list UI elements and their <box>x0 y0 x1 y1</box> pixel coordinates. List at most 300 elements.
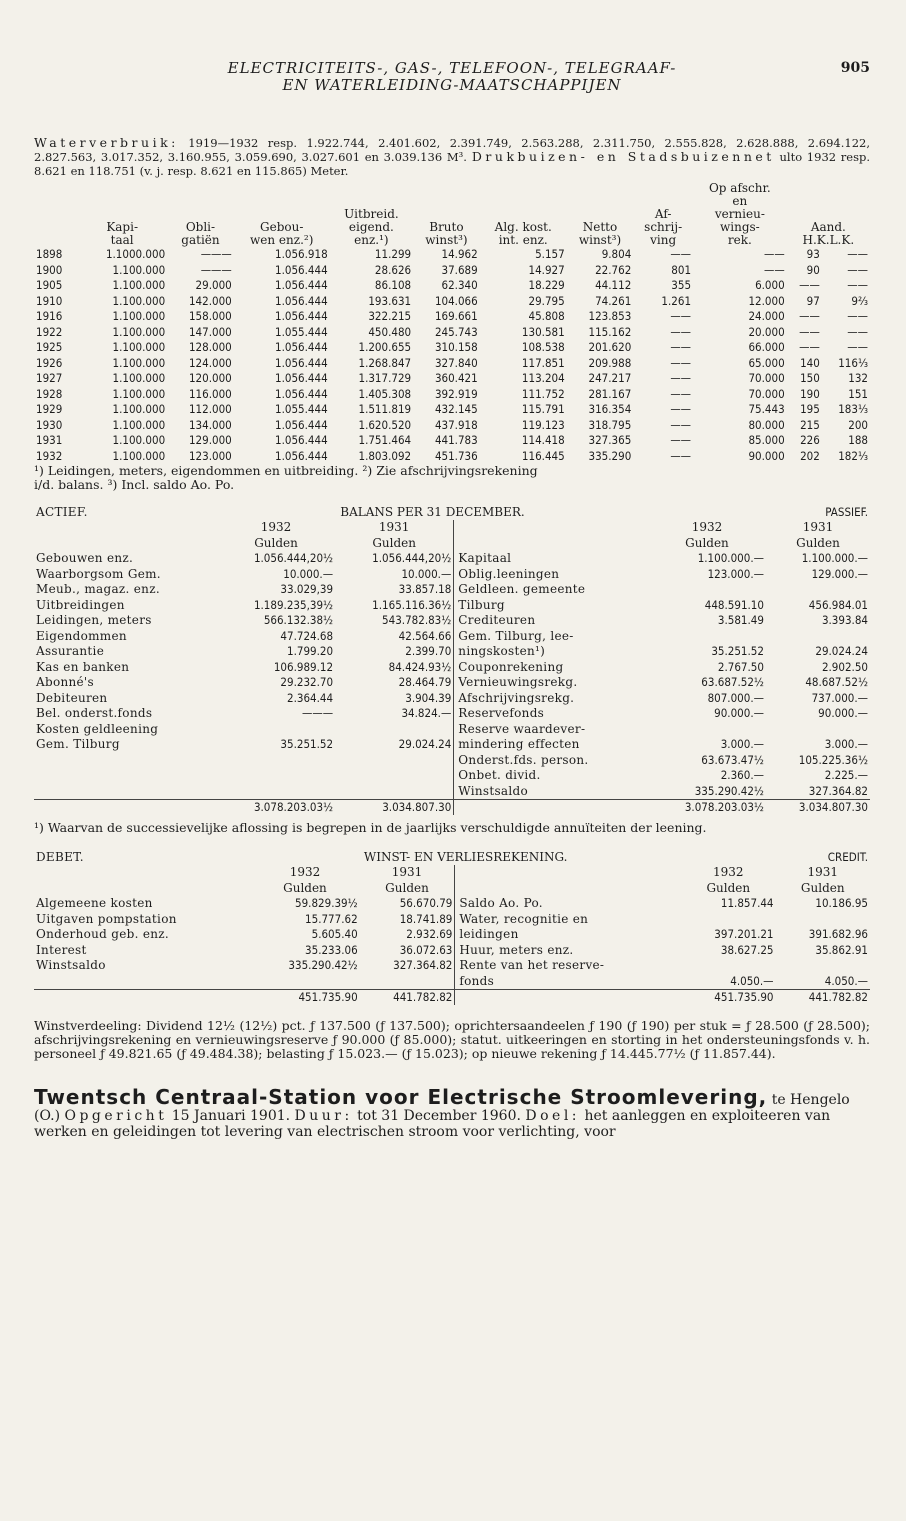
amount-cell: 38.627.25 <box>720 942 774 957</box>
column-header: Alg. kost. int. enz. <box>494 220 552 247</box>
debit-label: Meub., magaz. enz. <box>36 582 160 596</box>
table-row <box>34 433 870 449</box>
spacer <box>34 535 217 551</box>
amount-cell: 106.989.12 <box>273 659 334 674</box>
credit-label: Tilburg <box>454 597 648 613</box>
amount-cell: 327.364.82 <box>393 958 453 972</box>
table-cell: 437.918 <box>434 417 478 432</box>
table-cell: 1.100.000 <box>112 278 166 293</box>
spacer <box>34 989 250 1005</box>
amount-cell: 2.225.— <box>824 768 868 782</box>
total-cell: 3.078.203.03½ <box>648 799 766 815</box>
debit-label <box>34 783 217 799</box>
year-cell: 1932 <box>36 448 63 463</box>
table-cell: 1.056.444 <box>275 262 328 277</box>
debit-label: Waarborgsom Gem. <box>36 566 161 581</box>
spacer <box>34 799 217 815</box>
amount-cell: 2.932.69 <box>406 927 453 941</box>
amount-cell <box>217 768 335 784</box>
table-cell: 120.000 <box>188 371 232 386</box>
table-cell: 97 <box>806 293 820 308</box>
amount-cell <box>766 721 870 737</box>
amount-cell: ——— <box>302 706 334 720</box>
spacer <box>455 880 681 896</box>
account-row <box>34 896 870 912</box>
right-title: CREDIT. <box>827 849 868 864</box>
debit-label: Leidingen, meters <box>36 613 152 627</box>
table-cell: —— <box>799 324 820 339</box>
table-cell: —— <box>847 309 868 324</box>
table-cell: 215 <box>800 417 820 432</box>
column-header-row <box>34 535 870 551</box>
table-cell: 75.443 <box>748 402 785 417</box>
debit-label <box>34 752 217 768</box>
table-cell: 245.743 <box>434 324 478 339</box>
amount-cell: 29.232.70 <box>280 675 334 689</box>
account-row <box>34 737 870 753</box>
table-cell: 169.661 <box>434 309 478 324</box>
table-cell: 1.056.444 <box>275 386 328 401</box>
account-row <box>34 911 870 927</box>
amount-cell: 737.000.— <box>811 690 868 705</box>
table-cell: 1.055.444 <box>275 402 328 417</box>
amount-cell: 2.399.70 <box>405 644 452 658</box>
table-cell: 9.804 <box>601 247 632 262</box>
table-cell: 14.962 <box>441 247 478 262</box>
spacer <box>34 880 250 896</box>
credit-label: Reservefonds <box>454 706 648 722</box>
amount-cell <box>766 628 870 644</box>
year-cell: 1928 <box>36 386 63 401</box>
amount-cell: 391.682.96 <box>808 927 868 941</box>
column-header: Netto winst³) <box>578 220 622 247</box>
amount-cell: 2.902.50 <box>821 659 868 674</box>
table-cell: —— <box>799 278 820 293</box>
column-header: 1932 <box>289 865 321 879</box>
table-cell: 104.066 <box>434 293 478 308</box>
table-cell: 1.100.000 <box>112 402 166 417</box>
company-name: Twentsch Centraal-Station voor Electrische Stroomlevering, <box>34 1085 768 1109</box>
table-cell: 360.421 <box>434 371 478 386</box>
credit-label: Onderst.fds. person. <box>454 752 648 768</box>
spacer <box>454 535 648 551</box>
table-cell: 335.290 <box>588 448 632 463</box>
amount-cell: 3.581.49 <box>717 613 764 627</box>
amount-cell: 35.862.91 <box>815 942 868 957</box>
year-cell: 1925 <box>36 340 63 355</box>
amount-cell: 15.777.62 <box>305 911 358 926</box>
purpose-label: Doel: <box>525 1108 581 1124</box>
table-cell: 1.803.092 <box>358 448 412 463</box>
account-row <box>34 551 870 567</box>
account-row <box>34 706 870 722</box>
table-cell: 1.056.444 <box>275 433 328 448</box>
year-cell: 1922 <box>36 324 63 339</box>
table-cell: 134.000 <box>188 417 232 432</box>
column-header: Gebou- wen enz.²) <box>250 220 314 247</box>
table-cell: —— <box>847 324 868 339</box>
year-cell: 1930 <box>36 417 63 432</box>
table-row <box>34 371 870 387</box>
spacer <box>34 865 250 881</box>
table-cell: 124.000 <box>188 355 232 370</box>
table-cell: 281.167 <box>588 386 632 401</box>
amount-cell: 18.741.89 <box>399 911 453 926</box>
pipe-network-text: ulto 1932 resp. 8.621 en 118.751 (v. j. resp. 8.621 en 115.865) Meter. <box>34 150 870 178</box>
amount-cell: 10.186.95 <box>815 896 868 910</box>
column-header: Uitbreid. eigend. enz.¹) <box>344 207 399 247</box>
table-cell: 316.354 <box>588 402 632 417</box>
account-row <box>34 675 870 691</box>
amount-cell <box>335 721 454 737</box>
debit-label: Uitgaven pompstation <box>36 911 177 926</box>
table-cell: 195 <box>800 402 820 417</box>
table-row <box>34 247 870 263</box>
amount-cell <box>335 768 454 784</box>
table-cell: —— <box>799 309 820 324</box>
table-row <box>34 387 870 403</box>
table-cell: 190 <box>800 386 820 401</box>
year-cell: 1929 <box>36 402 63 417</box>
left-title: ACTIEF. <box>36 504 88 519</box>
amount-cell <box>335 752 454 768</box>
account-row <box>34 659 870 675</box>
table-cell: 29.000 <box>195 278 232 293</box>
amount-cell: 1.165.116.36½ <box>372 597 452 612</box>
table-cell: 450.480 <box>368 324 412 339</box>
amount-cell: 59.829.39½ <box>295 896 358 910</box>
amount-cell: 1.100.000.— <box>697 551 764 565</box>
page-number: 905 <box>840 60 870 76</box>
credit-label: Vernieuwingsrekg. <box>454 675 648 691</box>
credit-label: Rente van het reserve- <box>455 958 681 974</box>
column-header: Gulden <box>283 880 327 895</box>
next-company-entry <box>34 1085 870 1140</box>
table-cell: 62.340 <box>441 278 478 293</box>
amount-cell: 33.857.18 <box>398 582 452 596</box>
amount-cell: 35.233.06 <box>305 942 358 957</box>
entry-text: te Hengelo (O.) <box>34 1092 850 1124</box>
table-cell: 9⅔ <box>851 293 868 308</box>
table-cell: 310.158 <box>434 340 478 355</box>
table-cell: 1.056.444 <box>275 371 328 386</box>
table-cell: 183⅓ <box>838 402 868 417</box>
table-cell: 22.762 <box>595 262 632 277</box>
column-header: Aand. H.K.L.K. <box>802 220 855 247</box>
table-cell: 392.919 <box>434 386 478 401</box>
account-title-row <box>34 849 870 865</box>
entry-text: 15 Januari 1901. <box>167 1108 295 1124</box>
year-cell: 1900 <box>36 262 63 277</box>
table-cell: 1.100.000 <box>112 433 166 448</box>
table-cell: 14.927 <box>528 262 565 277</box>
column-header: Gulden <box>706 880 751 895</box>
table-row <box>34 402 870 418</box>
spacer <box>454 799 648 815</box>
amount-cell <box>217 721 335 737</box>
amount-cell: 1.056.444,20½ <box>253 551 334 565</box>
debit-label: Abonné's <box>36 675 94 689</box>
table-cell: 182⅓ <box>838 448 868 463</box>
table-cell: 112.000 <box>188 402 232 417</box>
amount-cell: 35.251.52 <box>711 644 764 658</box>
year-cell: 1916 <box>36 309 63 324</box>
profit-loss-account <box>34 849 870 1005</box>
table-cell: 117.851 <box>521 355 565 370</box>
amount-cell: 105.225.36½ <box>798 752 868 767</box>
table-cell: 209.988 <box>588 355 632 370</box>
year-cell: 1905 <box>36 278 63 293</box>
debit-label <box>34 973 250 989</box>
table-cell: —— <box>847 247 868 262</box>
table-cell: 80.000 <box>748 417 785 432</box>
year-cell: 1927 <box>36 371 63 386</box>
table-cell: 128.000 <box>188 340 232 355</box>
debit-label: Winstsaldo <box>36 958 106 972</box>
statistics-header-row <box>34 182 870 247</box>
amount-cell: 47.724.68 <box>280 628 334 643</box>
debit-label: Gebouwen enz. <box>36 551 134 565</box>
amount-cell: 2.364.44 <box>287 690 334 705</box>
spacer <box>455 865 681 881</box>
account-row <box>34 768 870 784</box>
amount-cell: 456.984.01 <box>808 597 868 612</box>
amount-cell: 28.464.79 <box>398 675 452 689</box>
amount-cell: 33.029,39 <box>280 582 334 596</box>
table-cell: 202 <box>800 448 820 463</box>
column-header: 1932 <box>713 865 744 879</box>
credit-label: ningskosten¹) <box>454 644 648 660</box>
pipe-network-label: Drukbuizen- en Stadsbuizennet <box>471 149 775 164</box>
table-cell: 116.445 <box>521 448 565 463</box>
table-cell: 201.620 <box>588 340 632 355</box>
table-cell: 119.123 <box>521 417 565 432</box>
amount-cell <box>217 752 335 768</box>
debit-label: Kas en banken <box>36 659 130 674</box>
founded-label: Opgericht <box>64 1108 168 1124</box>
table-cell: —— <box>847 262 868 277</box>
amount-cell: 42.564.66 <box>398 628 452 643</box>
table-cell: ——— <box>200 262 232 277</box>
table-cell: ——— <box>200 247 232 262</box>
table-cell: —— <box>763 247 785 262</box>
table-row <box>34 263 870 279</box>
table-cell: —— <box>670 402 692 417</box>
account-title-row <box>34 504 870 520</box>
amount-cell: 1.189.235,39½ <box>253 597 334 612</box>
table-cell: 114.418 <box>521 433 565 448</box>
table-cell: 85.000 <box>748 433 785 448</box>
year-cell: 1931 <box>36 433 63 448</box>
amount-cell <box>648 721 766 737</box>
table-cell: 1.1000.000 <box>105 247 166 262</box>
table-cell: 226 <box>800 433 820 448</box>
amount-cell: 1.100.000.— <box>801 551 868 565</box>
column-header: Gulden <box>685 535 729 550</box>
debit-label: Bel. onderst.fonds <box>36 706 153 720</box>
table-row <box>34 325 870 341</box>
table-cell: 86.108 <box>374 278 412 293</box>
table-cell: 247.217 <box>588 371 632 386</box>
amount-cell: 335.290.42½ <box>288 958 358 972</box>
table-cell: 111.752 <box>521 386 565 401</box>
column-header: 1932 <box>691 520 723 534</box>
account-row <box>34 783 870 799</box>
table-cell: 130.581 <box>521 324 565 339</box>
column-header: Op afschr. en vernieu- wings- rek. <box>708 181 771 247</box>
table-row <box>34 278 870 294</box>
debit-label: Gem. Tilburg <box>36 737 120 751</box>
table-cell: 70.000 <box>748 371 785 386</box>
amount-cell: 5.605.40 <box>311 927 358 941</box>
account-row <box>34 644 870 660</box>
credit-label: Winstsaldo <box>454 783 648 799</box>
table-cell: 132 <box>848 371 868 386</box>
amount-cell: 807.000.— <box>707 690 764 705</box>
footnote-line1: ¹) Leidingen, meters, eigendommen en uitbreiding. ²) Zie afschrijvingsrekening <box>34 463 538 478</box>
spacer <box>455 989 681 1005</box>
table-cell: 142.000 <box>188 293 232 308</box>
table-cell: 1.100.000 <box>112 324 166 339</box>
table-cell: 1.261 <box>661 293 692 308</box>
amount-cell <box>360 973 455 989</box>
table-cell: 18.229 <box>528 278 565 293</box>
amount-cell: 448.591.10 <box>704 597 764 612</box>
column-header <box>34 182 77 247</box>
table-cell: 1.056.444 <box>275 278 328 293</box>
table-cell: 123.853 <box>588 309 632 324</box>
page-header <box>34 60 870 94</box>
credit-label: Water, recognitie en <box>455 911 681 927</box>
column-header: 1931 <box>378 520 410 534</box>
table-cell: 1.056.444 <box>275 340 328 355</box>
table-cell: —— <box>799 340 820 355</box>
column-header-row <box>34 880 870 896</box>
table-cell: 327.365 <box>588 433 632 448</box>
column-header: 1931 <box>802 520 834 534</box>
debit-label <box>34 768 217 784</box>
table-cell: 116⅓ <box>838 355 868 370</box>
amount-cell <box>335 783 454 799</box>
document-page <box>34 60 870 1140</box>
table-cell: 147.000 <box>188 324 232 339</box>
credit-label: Oblig.leeningen <box>454 566 648 582</box>
table-cell: 65.000 <box>748 355 785 370</box>
total-row <box>34 799 870 815</box>
credit-label: Huur, meters enz. <box>455 942 681 958</box>
column-header: 1931 <box>391 865 423 879</box>
table-cell: 801 <box>671 262 692 277</box>
table-cell: 1.056.444 <box>275 355 328 370</box>
debit-label: Onderhoud geb. enz. <box>36 927 170 941</box>
table-cell: 66.000 <box>748 340 785 355</box>
total-cell: 441.782.82 <box>360 989 455 1005</box>
table-cell: 1.100.000 <box>112 386 166 401</box>
table-cell: 1.056.918 <box>275 247 328 262</box>
table-cell: 1.200.655 <box>358 340 412 355</box>
amount-cell: 4.050.— <box>824 973 868 988</box>
table-cell: 123.000 <box>188 448 232 463</box>
table-footnotes <box>34 464 870 492</box>
table-cell: 1.056.444 <box>275 448 328 463</box>
table-cell: 1.100.000 <box>112 355 166 370</box>
table-cell: —— <box>847 278 868 293</box>
table-cell: 6.000 <box>755 278 785 293</box>
account-row <box>34 973 870 989</box>
entry-text: tot 31 December 1960. <box>352 1108 526 1124</box>
table-cell: 1.055.444 <box>275 324 328 339</box>
table-cell: 93 <box>806 247 820 262</box>
balance-sheet <box>34 504 870 815</box>
debit-label: Algemeene kosten <box>36 896 153 910</box>
water-usage-text: 1919—1932 resp. 1.922.744, 2.401.602, 2.391.749, 2.563.288, 2.311.750, 2.555.828, 2.628.888, 2.694.122, 2.827.563, 3.017.352, 3.160.955, 3.059.690, 3.027.601 en 3.039.136 M³. <box>34 136 870 164</box>
table-cell: 200 <box>848 417 868 432</box>
amount-cell: 3.000.— <box>824 737 868 751</box>
amount-cell: 4.050.— <box>730 973 774 988</box>
amount-cell: 1.056.444,20½ <box>372 551 452 565</box>
table-cell: 193.631 <box>368 293 412 308</box>
table-cell: —— <box>763 262 785 277</box>
water-usage-label: Waterverbruik: <box>34 135 179 150</box>
table-cell: 129.000 <box>188 433 232 448</box>
table-cell: —— <box>670 324 692 339</box>
amount-cell <box>776 958 870 974</box>
table-cell: 1.100.000 <box>112 309 166 324</box>
amount-cell: 3.393.84 <box>821 613 868 627</box>
total-cell: 3.034.807.30 <box>335 799 454 815</box>
table-cell: 1.056.444 <box>275 293 328 308</box>
amount-cell: 35.251.52 <box>280 737 334 751</box>
table-cell: 44.112 <box>595 278 632 293</box>
account-row <box>34 942 870 958</box>
table-cell: 37.689 <box>441 262 478 277</box>
amount-cell: 543.782.83½ <box>382 613 452 627</box>
amount-cell: 327.364.82 <box>808 783 868 798</box>
table-row <box>34 449 870 465</box>
total-cell: 3.034.807.30 <box>766 799 870 815</box>
amount-cell: 1.799.20 <box>287 644 334 658</box>
table-cell: 113.204 <box>521 371 565 386</box>
table-cell: 432.145 <box>434 402 478 417</box>
credit-label: fonds <box>455 973 681 989</box>
amount-cell: 3.904.39 <box>405 690 452 705</box>
amount-cell: 29.024.24 <box>815 644 868 658</box>
spacer <box>34 520 217 536</box>
table-cell: 1.100.000 <box>112 448 166 463</box>
column-header: Gulden <box>796 535 840 550</box>
amount-cell: 56.670.79 <box>399 896 453 910</box>
credit-label: Gem. Tilburg, lee- <box>454 628 648 644</box>
credit-label: Onbet. divid. <box>454 768 648 784</box>
table-cell: 70.000 <box>748 386 785 401</box>
amount-cell <box>681 911 775 927</box>
column-header-row <box>34 865 870 881</box>
entry-text: het aanleggen en exploiteeren van werken en geleidingen tot levering van electrischen stroom voor verlichting, voor <box>34 1108 831 1140</box>
column-header-row <box>34 520 870 536</box>
account-row <box>34 721 870 737</box>
table-cell: 11.299 <box>374 247 412 262</box>
amount-cell: 566.132.38½ <box>263 613 334 627</box>
credit-label: Afschrijvingsrekg. <box>454 690 648 706</box>
table-cell: 45.808 <box>528 309 565 324</box>
amount-cell: 10.000.— <box>283 566 334 581</box>
table-cell: 1.100.000 <box>112 293 166 308</box>
table-cell: 1.620.520 <box>358 417 412 432</box>
amount-cell: 48.687.52½ <box>805 675 868 689</box>
center-title: BALANS PER 31 DECEMBER. <box>340 504 525 519</box>
table-cell: 28.626 <box>374 262 412 277</box>
account-row <box>34 628 870 644</box>
